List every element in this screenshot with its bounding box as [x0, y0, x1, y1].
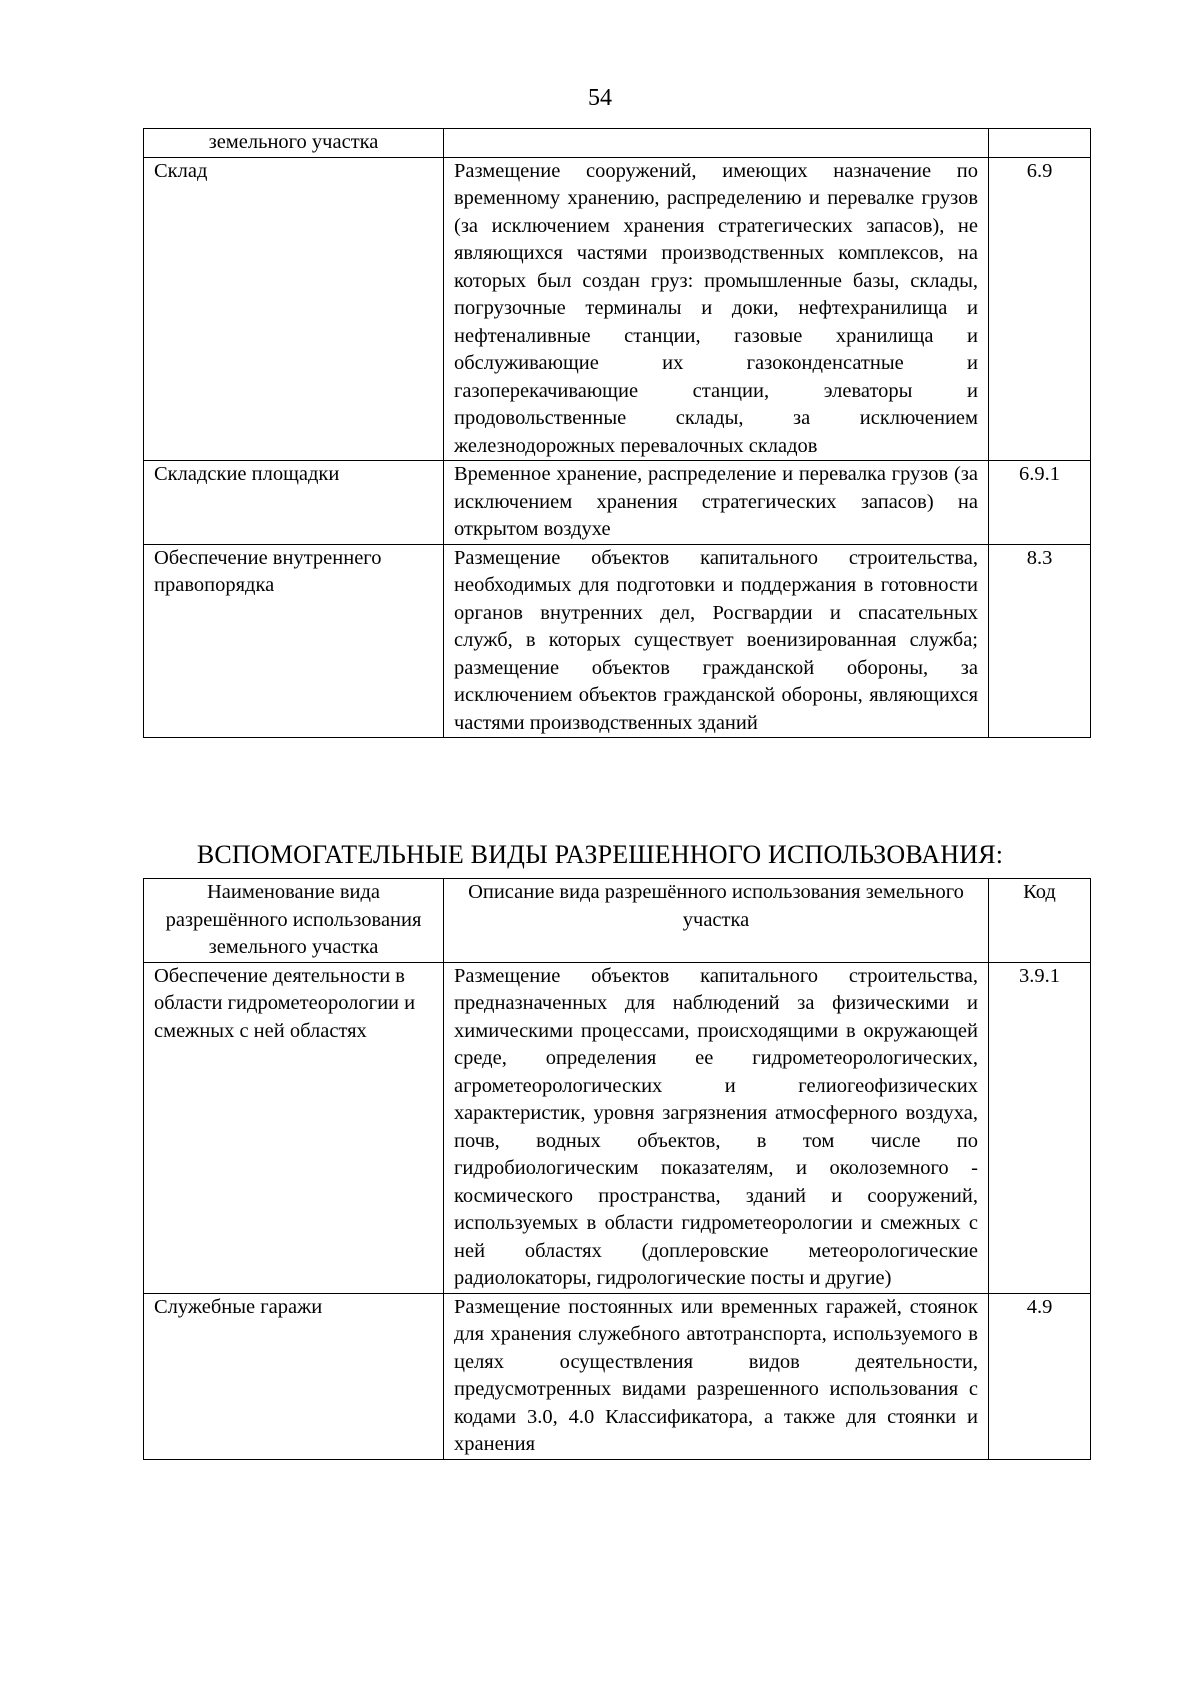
use-code-cell: 6.9.1 — [989, 461, 1091, 545]
use-code-cell: 6.9 — [989, 157, 1091, 461]
header-description: Описание вида разрешённого использования земельного участка — [444, 879, 989, 963]
header-code: Код — [989, 879, 1091, 963]
use-name-cell: Обеспечение деятельности в области гидрометеорологии и смежных с ней областях — [144, 962, 444, 1293]
section-title: ВСПОМОГАТЕЛЬНЫЕ ВИДЫ РАЗРЕШЕННОГО ИСПОЛЬЗОВАНИЯ: — [196, 840, 1004, 869]
use-description-cell: Временное хранение, распределение и перевалка грузов (за исключением хранения стратегических запасов) на открытом воздухе — [444, 461, 989, 545]
table-row — [144, 129, 1091, 158]
table-row — [144, 962, 1091, 1293]
table-row — [144, 157, 1091, 461]
use-code-cell — [989, 129, 1091, 158]
use-name-cell: Обеспечение внутреннего правопорядка — [144, 544, 444, 738]
table-row — [144, 544, 1091, 738]
use-description-cell: Размещение сооружений, имеющих назначение по временному хранению, распределению и перевалке грузов (за исключением хранения стратегических запасов), не являющихся частями производственных комплексов, на которых был создан груз: промышленные базы, склады, погрузочные терминалы и доки, нефтехранилища и нефтеналивные станции, газовые хранилища и обслуживающие их газоконденсатные и газоперекачивающие станции, элеваторы и продовольственные склады, за исключением железнодорожных перевалочных складов — [444, 157, 989, 461]
use-code-cell: 3.9.1 — [989, 962, 1091, 1293]
page-number: 54 — [588, 85, 612, 111]
use-name-cell: Склад — [144, 157, 444, 461]
table-row — [144, 1293, 1091, 1459]
use-name-cell: Складские площадки — [144, 461, 444, 545]
table-main-permitted-uses — [143, 128, 1091, 738]
use-description-cell — [444, 129, 989, 158]
header-name: Наименование вида разрешённого использования земельного участка — [144, 879, 444, 963]
use-description-cell: Размещение объектов капитального строительства, предназначенных для наблюдений за физическими и химическими процессами, происходящими в окружающей среде, определения ее гидрометеорологических, агрометеорологических и гелиогеофизических характеристик, уровня загрязнения атмосферного воздуха, почв, водных объектов, в том числе по гидробиологическим показателям, и околоземного - космического пространства, зданий и сооружений, используемых в области гидрометеорологии и смежных с ней областях (доплеровские метеорологические радиолокаторы, гидрологические посты и другие) — [444, 962, 989, 1293]
use-code-cell: 8.3 — [989, 544, 1091, 738]
use-description-cell: Размещение постоянных или временных гаражей, стоянок для хранения служебного автотранспорта, используемого в целях осуществления видов деятельности, предусмотренных видами разрешенного использования с кодами 3.0, 4.0 Классификатора, а также для стоянки и хранения — [444, 1293, 989, 1459]
use-name-cell: Служебные гаражи — [144, 1293, 444, 1459]
table-auxiliary-uses — [143, 878, 1091, 1460]
use-code-cell: 4.9 — [989, 1293, 1091, 1459]
table-row — [144, 461, 1091, 545]
table-header-row — [144, 879, 1091, 963]
use-name-cell: земельного участка — [144, 129, 444, 158]
use-description-cell: Размещение объектов капитального строительства, необходимых для подготовки и поддержания в готовности органов внутренних дел, Росгвардии и спасательных служб, в которых существует военизированная служба; размещение объектов гражданской обороны, за исключением объектов гражданской обороны, являющихся частями производственных зданий — [444, 544, 989, 738]
